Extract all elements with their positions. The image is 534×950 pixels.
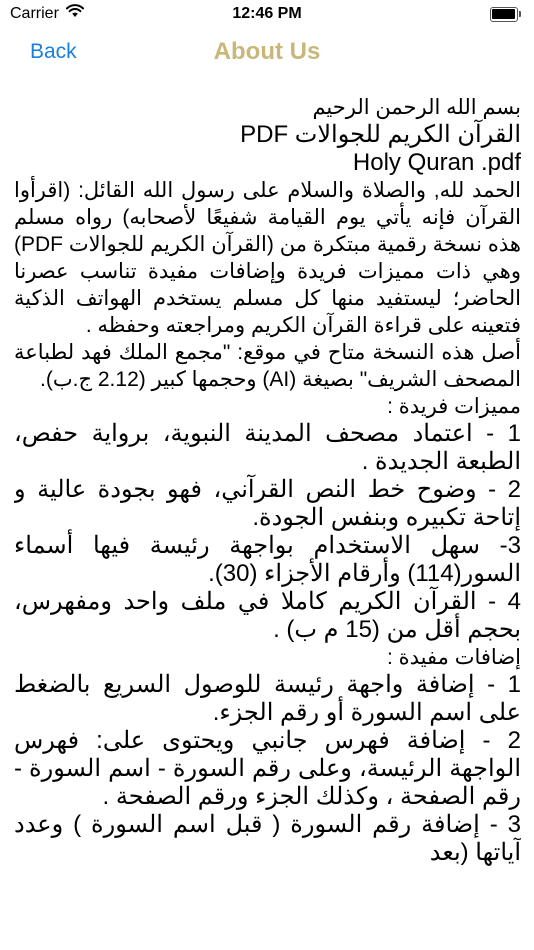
additions-heading: إضافات مفيدة : — [386, 646, 521, 669]
page-title: About Us — [213, 38, 321, 65]
carrier-label: Carrier — [10, 5, 59, 22]
addition-item: 3 - إضافة رقم السورة ( قبل اسم السورة ) وعدد آياتها (بعد — [14, 811, 521, 866]
feature-item: 3- سهل الاستخدام بواجهة رئيسة فيها أسماء السور(114) وأرقام الأجزاء (30). — [14, 532, 521, 587]
intro-paragraph: الحمد لله, والصلاة والسلام على رسول الله القائل: (اقرأوا القرآن فإنه يأتي يوم القيامة شفيعًا لأصحابه) رواه مسلم هذه نسخة رقمية مبتكرة من (القرآن الكريم للجوالات PDF) وهي ذات مميزات فريدة وإضافات مفيدة تناسب عصرنا الحاضر؛ ليستفيد منها كل مسلم يستخدم الهواتف الذكية فتعينه على قراءة القرآن الكريم ومراجعته وحفظه . — [14, 179, 521, 337]
features-heading: مميزات فريدة : — [387, 395, 521, 418]
feature-item: 1 - اعتماد مصحف المدينة النبوية، برواية حفص، الطبعة الجديدة . — [14, 420, 521, 475]
status-bar — [0, 0, 534, 30]
battery-icon — [490, 7, 524, 22]
app-name-english: Holy Quran .pdf — [352, 149, 521, 176]
bismillah: بسم الله الرحمن الرحيم — [312, 96, 521, 119]
back-button[interactable]: Back — [30, 40, 77, 63]
addition-item: 2 - إضافة فهرس جانبي ويحتوى على: فهرس الواجهة الرئيسة، وعلى رقم السورة - اسم السورة - رقم الصفحة ، وكذلك الجزء ورقم الصفحة . — [14, 727, 521, 810]
about-text — [14, 94, 521, 950]
addition-item: 1 - إضافة واجهة رئيسة للوصول السريع بالضغط على اسم السورة أو رقم الجزء. — [14, 671, 521, 726]
navigation-bar — [0, 30, 534, 76]
clock: 12:46 PM — [232, 5, 302, 22]
feature-item: 2 - وضوح خط النص القرآني، فهو بجودة عالية و إتاحة تكبيره وبنفس الجودة. — [14, 476, 521, 531]
source-paragraph: أصل هذه النسخة متاح في موقع: "مجمع الملك فهد لطباعة المصحف الشريف" بصيغة (AI) وحجمها كبير (2.12 ج.ب). — [14, 341, 521, 391]
app-name-arabic: القرآن الكريم للجوالات PDF — [240, 121, 521, 148]
feature-item: 4 - القرآن الكريم كاملا في ملف واحد ومفهرس، بحجم أقل من (15 م ب) . — [14, 588, 521, 643]
